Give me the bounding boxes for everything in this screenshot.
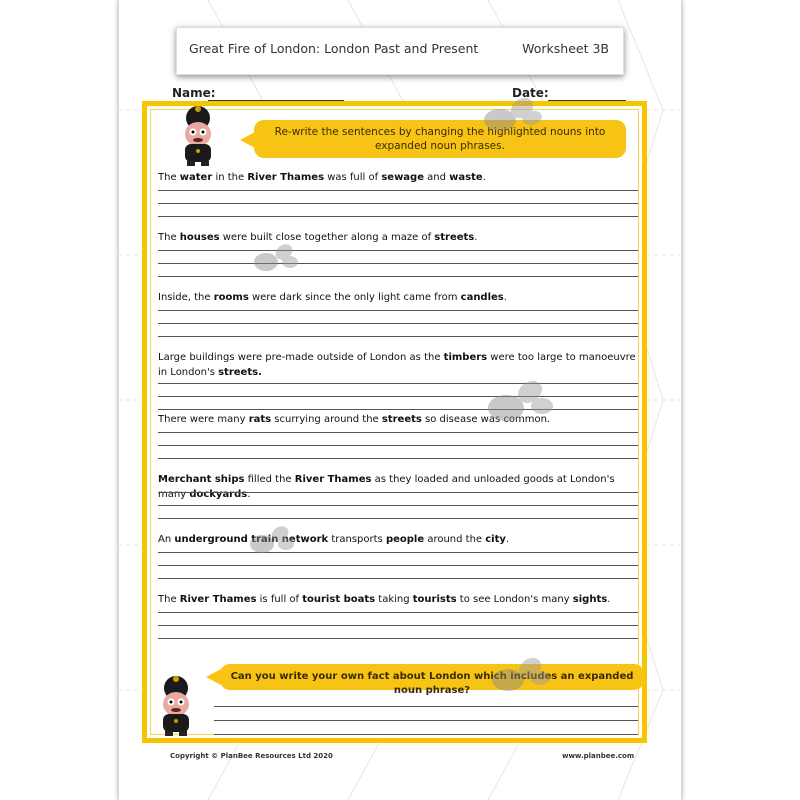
highlighted-noun: city [485, 534, 506, 545]
police-mascot-icon [172, 104, 224, 168]
sentence-text: scurrying around the [271, 414, 382, 425]
answer-line[interactable] [158, 216, 638, 217]
answer-line[interactable] [158, 396, 638, 397]
highlighted-noun: streets. [218, 367, 262, 378]
sentence-prompt [158, 412, 638, 427]
answer-line[interactable] [214, 720, 638, 721]
sentence-text: in the [212, 172, 248, 183]
sentence-text: Large buildings were pre-made outside of London as the [158, 352, 444, 363]
highlighted-noun: waste [449, 172, 483, 183]
sentence-text: . [247, 489, 251, 500]
sentence-text: were too large to manoeuvre in London's [158, 352, 636, 378]
highlighted-noun: River Thames [179, 594, 257, 605]
sentence-prompt [158, 170, 638, 185]
highlighted-noun: water [179, 172, 213, 183]
highlighted-noun: tourists [412, 594, 457, 605]
sentence-text: The [158, 232, 180, 243]
highlighted-noun: streets [434, 232, 475, 243]
answer-line[interactable] [158, 336, 638, 337]
answer-line[interactable] [158, 638, 638, 639]
highlighted-noun: timbers [443, 352, 488, 363]
sentence-text: Inside, the [158, 292, 214, 303]
sentence-prompt [158, 472, 638, 502]
bee-watermark-icon [478, 648, 558, 700]
sentence-text: . [482, 172, 486, 183]
copyright-text: Copyright © PlanBee Resources Ltd 2020 [170, 752, 333, 760]
answer-line[interactable] [158, 552, 638, 553]
name-label: Name: [172, 86, 216, 100]
sentence-text: were built close together along a maze of [219, 232, 435, 243]
highlighted-noun: dockyards [189, 489, 248, 500]
sentence-text: transports [328, 534, 386, 545]
highlighted-noun: tourist boats [302, 594, 376, 605]
highlighted-noun: rats [248, 414, 272, 425]
highlighted-noun: houses [179, 232, 220, 243]
sentence-text: . [607, 594, 611, 605]
answer-line[interactable] [158, 383, 638, 384]
highlighted-noun: candles [460, 292, 504, 303]
sentence-text: were dark since the only light came from [248, 292, 461, 303]
sentence-prompt [158, 350, 638, 380]
sentence-text: The [158, 172, 180, 183]
worksheet-title: Great Fire of London: London Past and Present [189, 41, 479, 56]
answer-line[interactable] [158, 505, 638, 506]
sentence-text: was full of [324, 172, 382, 183]
sentence-prompt [158, 230, 638, 245]
highlighted-noun: sewage [381, 172, 424, 183]
sentence-text: taking [375, 594, 413, 605]
highlighted-noun: sights [572, 594, 608, 605]
answer-line[interactable] [158, 310, 638, 311]
worksheet-header [176, 27, 624, 75]
highlighted-noun: River Thames [294, 474, 372, 485]
answer-line[interactable] [158, 458, 638, 459]
highlighted-noun: Merchant ships [158, 474, 245, 485]
instruction-bubble: Re-write the sentences by changing the highlighted nouns into expanded noun phrases. [254, 120, 626, 158]
answer-line[interactable] [158, 565, 638, 566]
date-label: Date: [512, 86, 549, 100]
answer-line[interactable] [214, 734, 638, 735]
answer-line[interactable] [158, 323, 638, 324]
sentence-text: An [158, 534, 175, 545]
bee-watermark-icon [470, 88, 550, 140]
highlighted-noun: people [385, 534, 425, 545]
sentence-text: . [503, 292, 507, 303]
sentence-prompt [158, 592, 638, 607]
sentence-text: . [474, 232, 478, 243]
sentence-text: around the [424, 534, 486, 545]
highlighted-noun: underground train network [174, 534, 329, 545]
final-prompt-bubble: Can you write your own fact about London which includes an expanded noun phrase? [220, 664, 644, 690]
website-text: www.planbee.com [562, 752, 635, 760]
police-mascot-icon [150, 674, 202, 738]
bee-watermark-icon [244, 238, 304, 278]
answer-line[interactable] [214, 706, 638, 707]
answer-line[interactable] [158, 625, 638, 626]
answer-line[interactable] [158, 518, 638, 519]
highlighted-noun: rooms [213, 292, 249, 303]
sentence-text: . [505, 534, 510, 545]
answer-line[interactable] [158, 432, 638, 433]
highlighted-noun: streets [381, 414, 422, 425]
answer-line[interactable] [158, 250, 638, 251]
sentence-text: There were many [158, 414, 249, 425]
answer-line[interactable] [158, 445, 638, 446]
sentence-text: as they loaded and unloaded goods at London's many [158, 474, 615, 500]
answer-line[interactable] [158, 190, 638, 191]
highlighted-noun: River Thames [247, 172, 325, 183]
answer-line[interactable] [158, 492, 638, 493]
sentence-text: and [424, 172, 450, 183]
sentence-text: so disease was common. [421, 414, 551, 425]
sentence-text: filled the [244, 474, 295, 485]
answer-line[interactable] [158, 612, 638, 613]
sentence-prompt [158, 532, 638, 547]
worksheet-number: Worksheet 3B [522, 41, 609, 56]
bee-watermark-icon [240, 520, 300, 560]
answer-line[interactable] [158, 409, 638, 410]
answer-line[interactable] [158, 578, 638, 579]
sentence-text: to see London's many [456, 594, 573, 605]
bee-watermark-icon [476, 372, 560, 428]
sentence-text: is full of [256, 594, 303, 605]
answer-line[interactable] [158, 276, 638, 277]
answer-line[interactable] [158, 203, 638, 204]
sentence-text: The [158, 594, 180, 605]
answer-line[interactable] [158, 263, 638, 264]
sentence-prompt [158, 290, 638, 305]
